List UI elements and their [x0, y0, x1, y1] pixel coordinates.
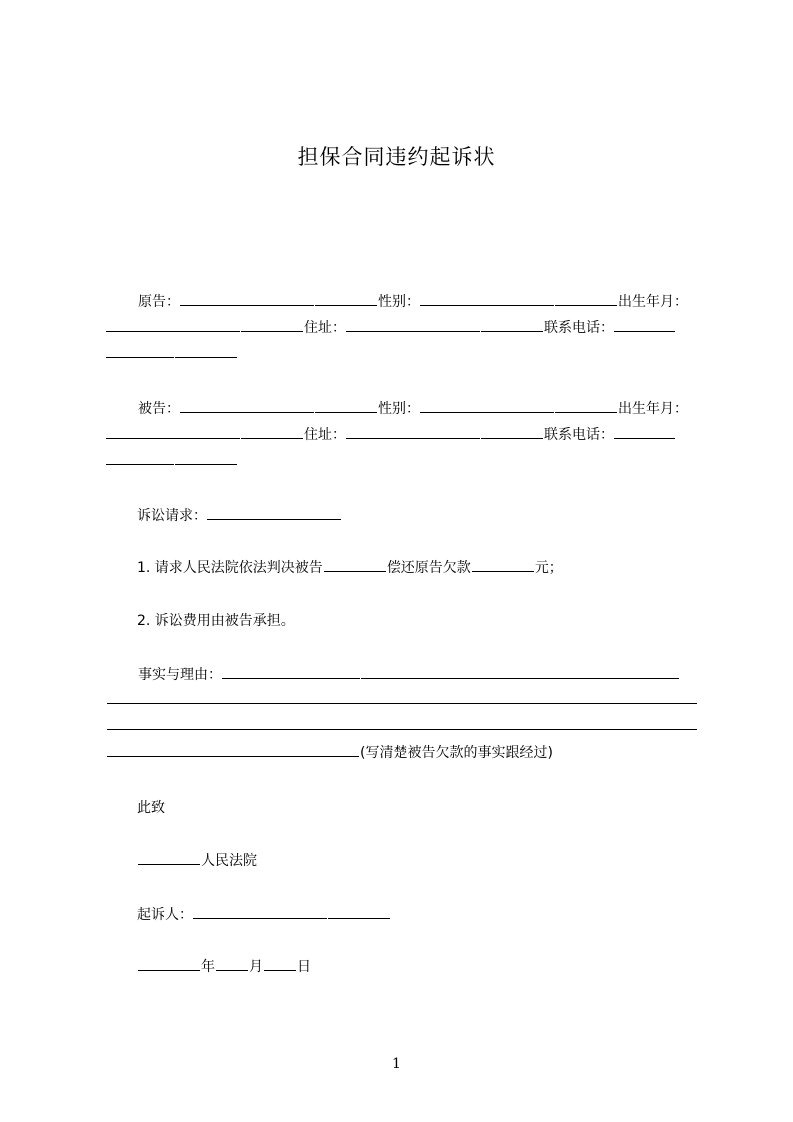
facts-line-2 [106, 691, 698, 709]
defendant-name-blank [180, 399, 314, 413]
defendant-gender-blank [420, 399, 554, 413]
facts-note: (写清楚被告欠款的事实跟经过) [360, 745, 553, 761]
plaintiff-name-blank [180, 292, 314, 306]
facts-blank [222, 665, 360, 679]
plaintiff-line-3 [106, 344, 238, 363]
claims-label: 诉讼请求： [137, 508, 207, 524]
closing-court-line [137, 852, 257, 870]
dash [361, 670, 679, 679]
facts-line-3 [106, 717, 698, 735]
defendant-line-1 [138, 399, 688, 418]
claim-1-text-a: 1. 请求人民法院依法判决被告 [137, 560, 323, 576]
plaintiff-line-2 [106, 318, 675, 337]
dash [324, 563, 386, 572]
dash [315, 404, 377, 413]
defendant-gender-label: 性别： [378, 401, 420, 417]
plaintiff-gender-blank [420, 292, 554, 306]
facts-line-1 [138, 665, 680, 684]
dash [138, 856, 200, 865]
closing-to: 此致 [137, 800, 165, 816]
claim-item-1 [137, 559, 563, 577]
claim-1-text-c: 元； [534, 560, 563, 576]
defendant-address-blank [346, 425, 480, 439]
dash [555, 404, 617, 413]
page-number: 1 [392, 1056, 401, 1072]
dash [241, 430, 303, 439]
defendant-phone-label: 联系电话： [544, 427, 614, 443]
closing-date-line [137, 958, 311, 976]
claims-line [137, 506, 341, 525]
plaintiff-phone-label: 联系电话： [544, 320, 614, 336]
closing-plaintiff-sign: 起诉人： [137, 907, 193, 923]
defendant-birth-blank [106, 425, 240, 439]
plaintiff-birth-blank [106, 318, 240, 332]
plaintiff-gender-label: 性别： [378, 294, 420, 310]
date-month: 月 [249, 959, 263, 975]
claim-item-2: 2. 诉讼费用由被告承担。 [137, 613, 295, 629]
document-title: 担保合同违约起诉状 [297, 145, 496, 169]
dash [555, 297, 617, 306]
dash [107, 748, 359, 757]
dash [138, 962, 200, 971]
defendant-line-3 [106, 451, 238, 470]
plaintiff-line-1 [138, 292, 688, 311]
dash [315, 297, 377, 306]
defendant-label: 被告： [138, 401, 180, 417]
defendant-phone-blank-cont [106, 451, 174, 465]
plaintiff-address-label: 住址： [304, 320, 346, 336]
dash [175, 349, 237, 358]
dash [328, 910, 390, 919]
dash [107, 721, 697, 730]
plaintiff-phone-blank [614, 318, 675, 332]
dash [264, 962, 296, 971]
claim-1-text-b: 偿还原告欠款 [386, 560, 471, 576]
defendant-birth-label: 出生年月： [618, 401, 688, 417]
facts-label: 事实与理由： [138, 667, 222, 683]
sign-blank [193, 905, 327, 919]
dash [216, 962, 248, 971]
facts-line-4 [106, 744, 553, 762]
closing-court: 人民法院 [201, 853, 257, 869]
defendant-line-2 [106, 425, 675, 444]
dash [472, 563, 534, 572]
dash [481, 430, 543, 439]
dash [175, 456, 237, 465]
plaintiff-address-blank [346, 318, 480, 332]
claims-blank [207, 506, 341, 520]
dash [481, 323, 543, 332]
dash [107, 695, 697, 704]
plaintiff-label: 原告： [138, 294, 180, 310]
defendant-address-label: 住址： [304, 427, 346, 443]
date-day: 日 [297, 959, 311, 975]
date-year: 年 [201, 959, 215, 975]
plaintiff-birth-label: 出生年月： [618, 294, 688, 310]
defendant-phone-blank [614, 425, 675, 439]
closing-sign-line [137, 905, 391, 924]
dash [241, 323, 303, 332]
plaintiff-phone-blank-cont [106, 344, 174, 358]
